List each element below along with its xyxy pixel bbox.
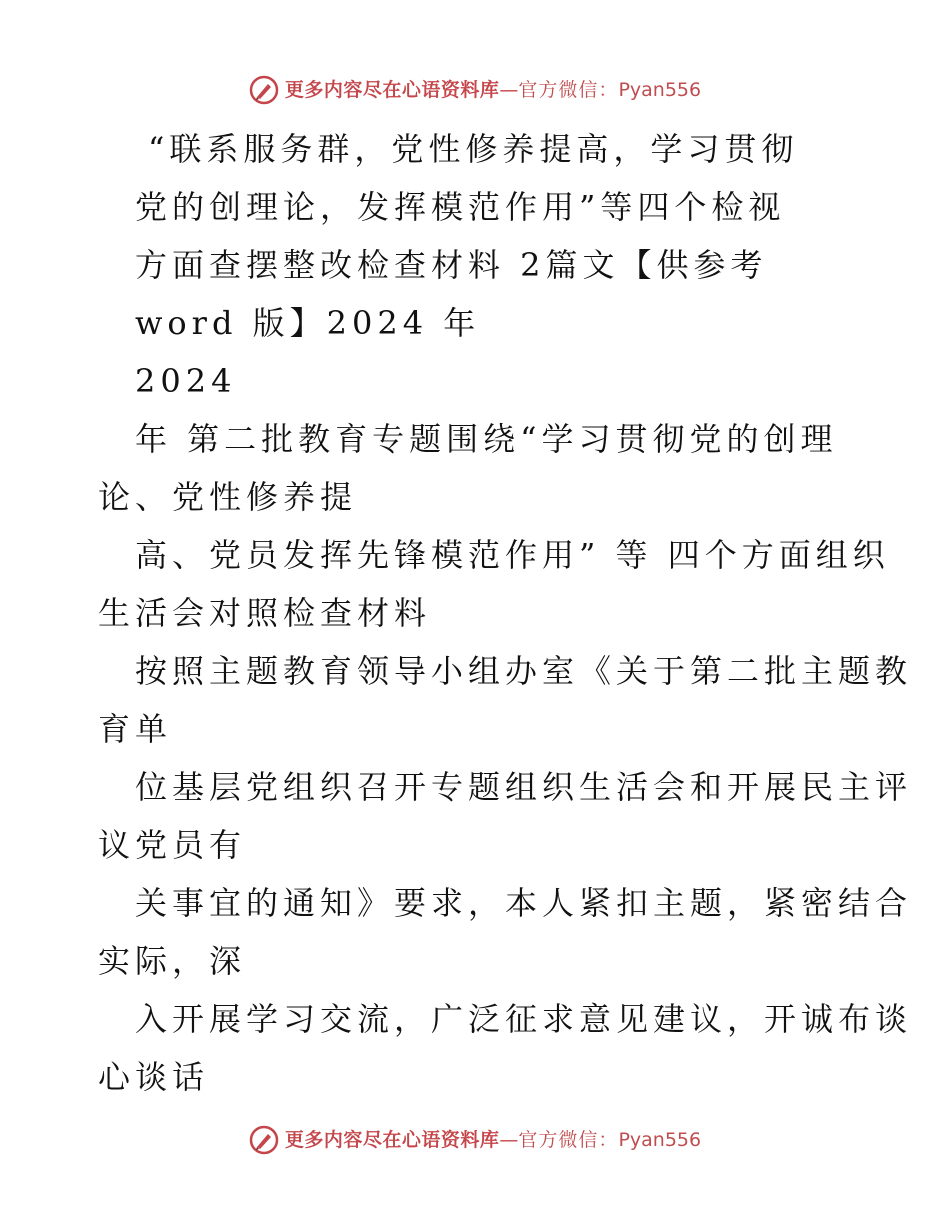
doc-line-15: 实际，深 xyxy=(98,942,247,980)
banner-separator: — xyxy=(499,79,519,101)
doc-line-10: 按照主题教育领导小组办室《关于第二批主题教 xyxy=(135,652,913,690)
banner-wechat-id: Pyan556 xyxy=(618,1129,702,1151)
doc-line-4: word 版】2024 年 xyxy=(135,304,481,342)
doc-line-2: 党的创理论，发挥模范作用”等四个检视 xyxy=(135,188,786,226)
doc-line-9: 生活会对照检查材料 xyxy=(98,594,432,632)
banner-site-name: 更多内容尽在心语资料库 xyxy=(284,1129,500,1151)
doc-line-12: 位基层党组织召开专题组织生活会和开展民主评 xyxy=(135,768,913,806)
doc-line-7: 论、党性修养提 xyxy=(98,478,358,516)
banner-wechat-label: 官方微信： xyxy=(518,1129,619,1151)
banner-separator: — xyxy=(499,1129,519,1151)
doc-line-16: 入开展学习交流，广泛征求意见建议，开诚布谈 xyxy=(135,1000,913,1038)
doc-line-14: 关事宜的通知》要求，本人紧扣主题，紧密结合 xyxy=(135,884,913,922)
doc-line-8: 高、党员发挥先锋模范作用” 等 四个方面组织 xyxy=(135,536,890,574)
doc-line-11: 育单 xyxy=(98,710,173,748)
banner-wechat-id: Pyan556 xyxy=(618,79,702,101)
pen-circle-logo-icon xyxy=(249,1125,279,1155)
doc-line-13: 议党员有 xyxy=(98,826,247,864)
doc-line-5: 2024 xyxy=(135,362,237,400)
doc-line-1: “联系服务群，党性修养提高，学习贯彻 xyxy=(148,130,799,168)
banner-site-name: 更多内容尽在心语资料库 xyxy=(284,79,500,101)
footer-watermark-banner xyxy=(0,1120,950,1160)
doc-line-6: 年 第二批教育专题围绕“学习贯彻党的创理 xyxy=(135,420,838,458)
banner-wechat-label: 官方微信： xyxy=(518,79,619,101)
doc-line-3: 方面查摆整改检查材料 2篇文【供参考 xyxy=(135,246,768,284)
doc-line-17: 心谈话 xyxy=(98,1058,210,1096)
